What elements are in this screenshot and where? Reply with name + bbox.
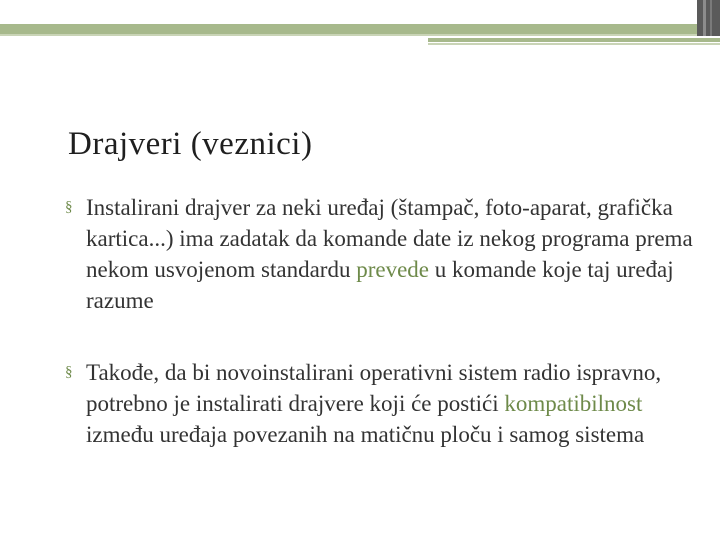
header-corner-stripe xyxy=(710,0,712,36)
bullet-marker-icon: § xyxy=(65,199,73,215)
header-sub-accent-thin-line xyxy=(428,43,720,45)
bullet-text: Instalirani drajver za neki uređaj (štampač, foto-aparat, grafička kartica...) ima zadatak da komande date iz nekog programa prema nekom usvojenom standardu xyxy=(86,195,693,282)
header-sub-accent-bar xyxy=(428,38,720,42)
bullet-item xyxy=(62,192,702,316)
highlighted-term: prevede xyxy=(356,257,430,282)
bullet-text: u komande koje taj uređaj razume xyxy=(86,257,674,313)
bullet-item xyxy=(62,357,702,450)
header-corner-stripe xyxy=(703,0,706,36)
slide-title: Drajveri (veznici) xyxy=(68,126,313,162)
header-accent-bar xyxy=(0,24,697,34)
header-accent-thin-line xyxy=(0,34,697,36)
bullet-list xyxy=(62,192,702,450)
bullet-marker-icon: § xyxy=(65,364,73,380)
highlighted-term: kompatibilnost xyxy=(504,391,643,416)
bullet-text: Takođe, da bi novoinstalirani operativni sistem radio ispravno, potrebno je instalirati drajvere koji će postići xyxy=(86,360,662,416)
header-corner-block xyxy=(697,0,720,36)
bullet-text: između uređaja povezanih na matičnu ploču i samog sistema xyxy=(86,422,645,447)
